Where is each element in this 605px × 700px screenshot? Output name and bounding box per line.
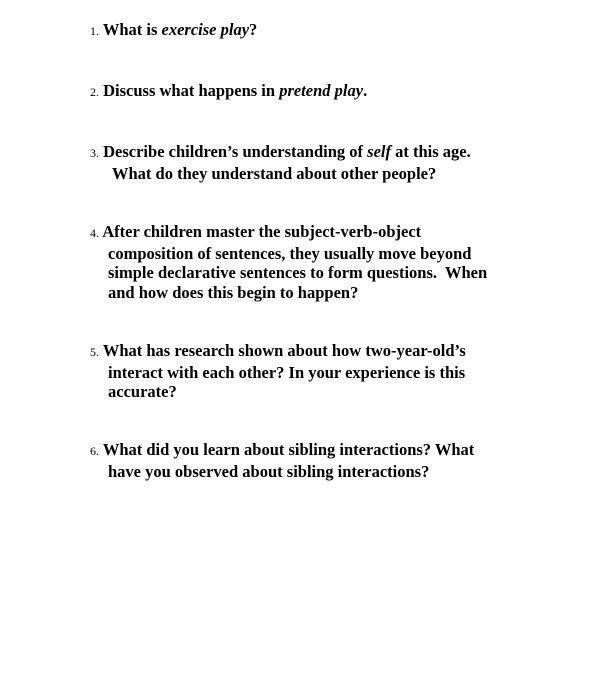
question-text-line: interact with each other? In your experience is this bbox=[108, 362, 466, 382]
question-text: What is bbox=[102, 20, 162, 39]
question-text-line: simple declarative sentences to form questions. When bbox=[108, 263, 488, 282]
question-text-line: accurate? bbox=[108, 382, 177, 401]
question-text: Describe children’s understanding of bbox=[103, 142, 368, 161]
question-number: 4. bbox=[90, 226, 99, 240]
question-text-line: and how does this begin to happen? bbox=[108, 282, 359, 302]
question-3 bbox=[90, 142, 471, 183]
question-number: 5. bbox=[90, 345, 99, 359]
question-text-line: What do they understand about other people? bbox=[112, 163, 437, 183]
question-text-line: composition of sentences, they usually move beyond bbox=[108, 243, 472, 263]
question-text: Discuss what happens in bbox=[103, 81, 280, 100]
question-text-line: What did you learn about sibling interactions? What bbox=[102, 440, 475, 459]
question-number: 2. bbox=[90, 85, 99, 99]
question-number: 3. bbox=[90, 146, 99, 160]
question-number: 1. bbox=[90, 24, 99, 38]
question-6 bbox=[90, 440, 474, 481]
question-text-line: What has research shown about how two-year-old’s bbox=[102, 341, 466, 360]
question-text-line: have you observed about sibling interactions? bbox=[108, 461, 430, 481]
question-text: ? bbox=[249, 20, 258, 39]
question-number: 6. bbox=[90, 444, 99, 458]
question-5 bbox=[90, 341, 466, 402]
question-4 bbox=[90, 222, 487, 302]
question-text-line: After children master the subject-verb-object bbox=[102, 222, 422, 241]
question-1 bbox=[90, 20, 257, 42]
question-emphasis: pretend play bbox=[279, 81, 364, 100]
question-text: at this age. bbox=[390, 142, 471, 161]
question-text: . bbox=[363, 81, 368, 100]
question-emphasis: self bbox=[367, 142, 391, 161]
question-emphasis: exercise play bbox=[161, 20, 250, 39]
question-2 bbox=[90, 81, 367, 103]
